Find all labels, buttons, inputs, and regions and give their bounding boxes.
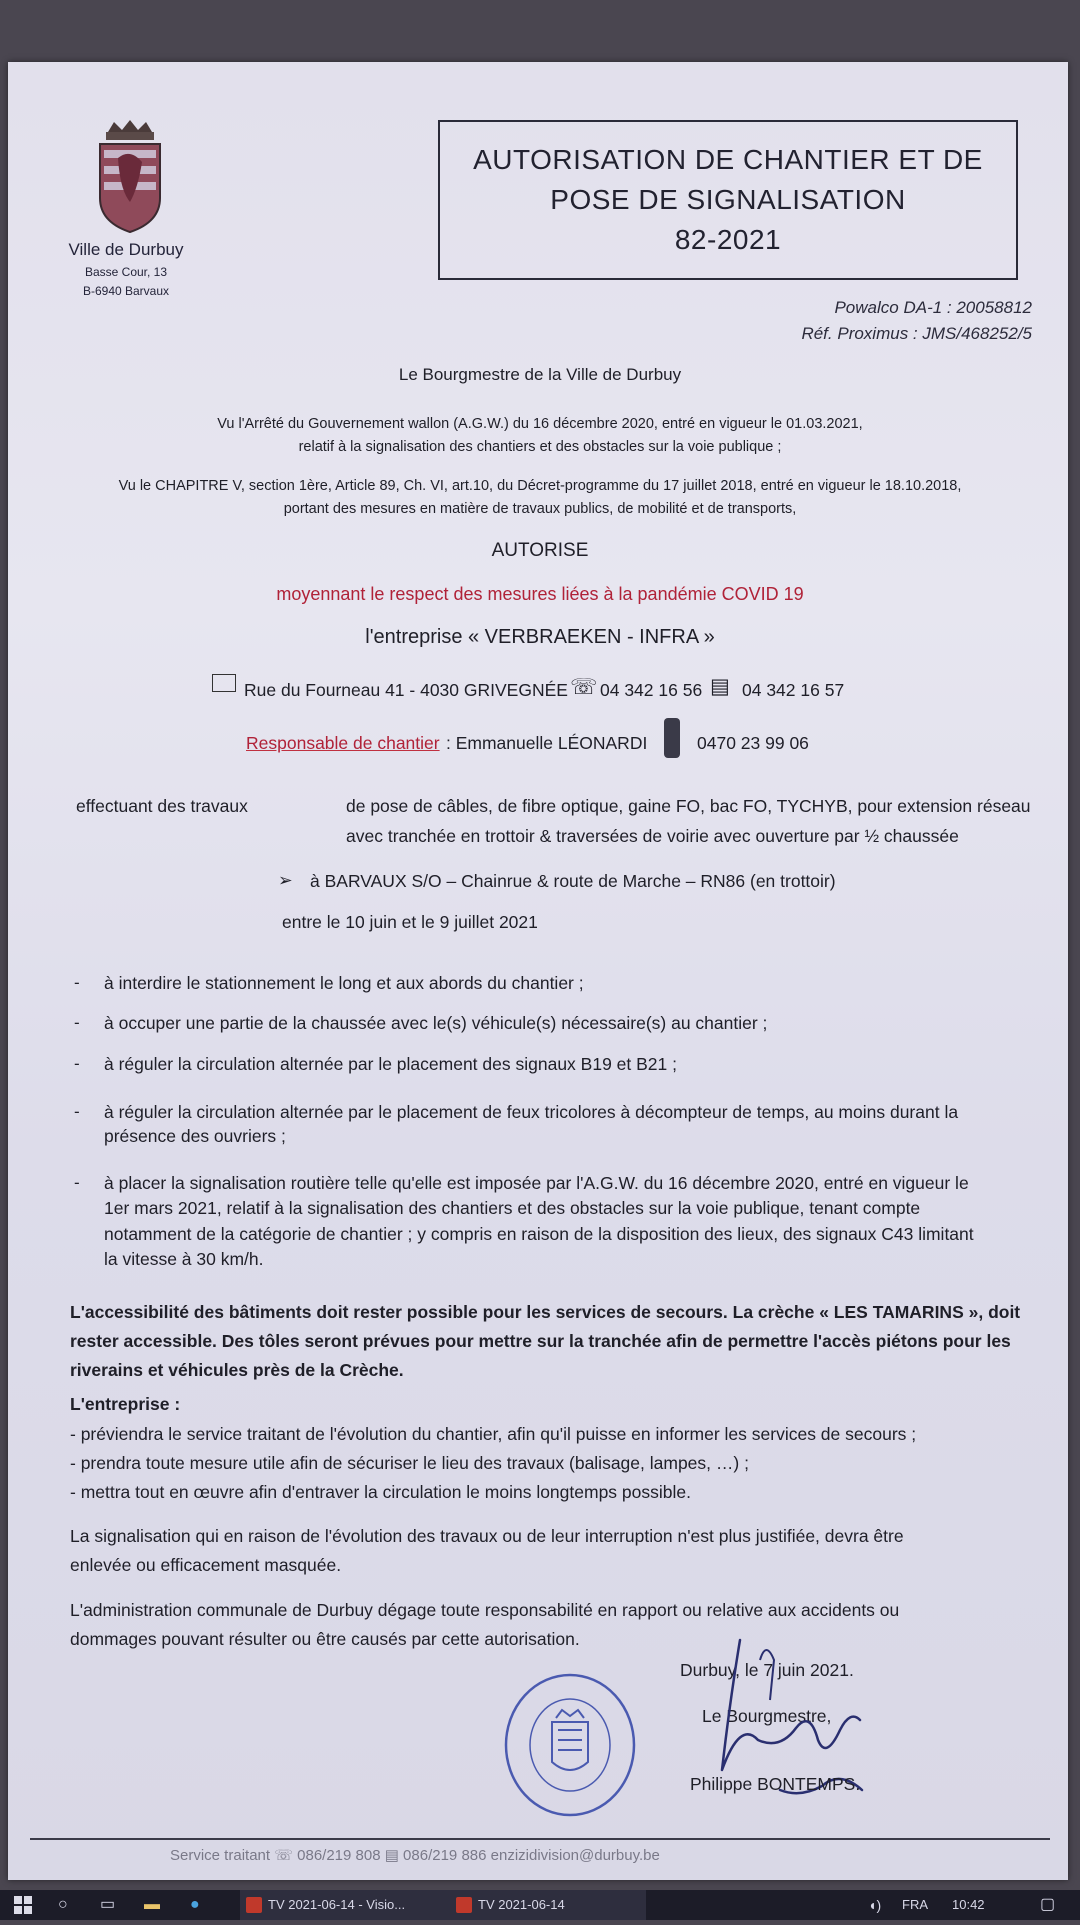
legal-basis-1-line-1: Vu l'Arrêté du Gouvernement wallon (A.G.W.) du 16 décembre 2020, entré en vigueur le 01.03.2021, xyxy=(217,416,863,432)
measure-item-continued: présence des ouvriers ; xyxy=(104,1126,286,1146)
works-period: entre le 10 juin et le 9 juillet 2021 xyxy=(282,912,538,932)
title-box xyxy=(438,120,1018,280)
title-number: 82-2021 xyxy=(674,224,782,255)
fax-icon: ▤ xyxy=(710,675,730,698)
obligation-item: - prendra toute mesure utile afin de sécuriser le lieu des travaux (balisage, lampes, …) ; xyxy=(70,1453,749,1473)
mobile-phone-icon xyxy=(664,718,680,758)
measure-item: à placer la signalisation routière telle qu'elle est imposée par l'A.G.W. du 16 décembre 2020, entré en vigueur le xyxy=(104,1173,969,1193)
measure-dash: - xyxy=(74,1013,80,1032)
file-explorer-icon[interactable]: ▬ xyxy=(144,1896,160,1913)
liability-line-2: dommages pouvant résulter ou être causés par cette autorisation. xyxy=(70,1629,580,1649)
footer-divider xyxy=(30,1838,1050,1840)
language-indicator[interactable]: FRA xyxy=(902,1897,928,1912)
clock[interactable]: 10:42 xyxy=(952,1897,985,1912)
works-description-line-2: avec tranchée en trottoir & traversées de voirie avec ouverture par ½ chaussée xyxy=(346,826,959,846)
search-icon[interactable]: ○ xyxy=(58,1896,68,1913)
authority-line: Le Bourgmestre de la Ville de Durbuy xyxy=(398,365,682,384)
measure-item: à réguler la circulation alternée par le placement de feux tricolores à décompteur de temps, au moins durant la xyxy=(104,1102,959,1122)
measure-item: à interdire le stationnement le long et aux abords du chantier ; xyxy=(104,973,584,993)
access-line-3: riverains et véhicules près de la Crèche. xyxy=(70,1360,404,1380)
legal-basis-2-line-1: Vu le CHAPITRE V, section 1ère, Article 89, Ch. VI, art.10, du Décret-programme du 17 juillet 2018, entré en vigueur le 18.10.2018, xyxy=(118,478,962,494)
autorise-heading: AUTORISE xyxy=(491,540,589,561)
coat-of-arms-icon xyxy=(90,118,170,236)
measure-dash: - xyxy=(74,1173,80,1192)
taskbar-app-visio[interactable] xyxy=(240,1890,466,1920)
org-name: Ville de Durbuy xyxy=(68,240,184,259)
app-icon xyxy=(246,1897,262,1913)
powalco-ref: Powalco DA-1 : 20058812 xyxy=(834,298,1032,317)
manager-mobile: 0470 23 99 06 xyxy=(697,733,809,753)
measure-dash: - xyxy=(74,973,80,992)
app-icon xyxy=(456,1897,472,1913)
taskbar xyxy=(0,1890,1080,1920)
start-button[interactable] xyxy=(14,1890,36,1920)
access-line-2: rester accessible. Des tôles seront prévues pour mettre sur la tranchée afin de permettre l'accès piétons pour les xyxy=(70,1331,1011,1351)
mail-icon xyxy=(212,674,236,692)
signature-place-date: Durbuy, le 7 juin 2021. xyxy=(680,1660,854,1680)
title-line-1: AUTORISATION DE CHANTIER ET DE xyxy=(473,144,983,175)
title-line-2: POSE DE SIGNALISATION xyxy=(550,184,906,215)
measure-item-continued: la vitesse à 30 km/h. xyxy=(104,1249,264,1269)
legal-basis-1-line-2: relatif à la signalisation des chantiers et des obstacles sur la voie publique ; xyxy=(298,439,782,455)
manager-label: Responsable de chantier xyxy=(246,733,440,753)
legal-basis-2-line-2: portant des mesures en matière de travaux publics, de mobilité et de transports, xyxy=(283,501,797,517)
measure-item-continued: 1er mars 2021, relatif à la signalisation des chantiers et des obstacles sur la voie publique, tenant compte xyxy=(104,1198,921,1218)
municipal-stamp xyxy=(500,1670,640,1820)
measure-item: à réguler la circulation alternée par le placement des signaux B19 et B21 ; xyxy=(104,1054,677,1074)
volume-icon[interactable]: ◖) xyxy=(868,1897,882,1913)
arrow-bullet-icon: ➢ xyxy=(278,870,293,890)
company-name: l'entreprise « VERBRAEKEN - INFRA » xyxy=(365,626,715,648)
measure-dash: - xyxy=(74,1054,80,1073)
taskbar-app-label: TV 2021-06-14 - Visio... xyxy=(268,1897,406,1912)
taskbar-app-document[interactable] xyxy=(450,1890,646,1920)
org-street: Basse Cour, 13 xyxy=(84,265,168,279)
obligation-item: - préviendra le service traitant de l'évolution du chantier, afin qu'il puisse en informer les services de secours ; xyxy=(70,1424,917,1444)
works-location: à BARVAUX S/O – Chainrue & route de Marche – RN86 (en trottoir) xyxy=(310,871,836,891)
works-description-line-1: de pose de câbles, de fibre optique, gaine FO, bac FO, TYCHYB, pour extension réseau xyxy=(346,796,1031,816)
phone-icon: ☏ xyxy=(570,674,598,699)
obligation-item: - mettra tout en œuvre afin d'entraver la circulation le moins longtemps possible. xyxy=(70,1482,691,1502)
liability-line-1: L'administration communale de Durbuy dégage toute responsabilité en rapport ou relative aux accidents ou xyxy=(70,1600,900,1620)
access-line-1: L'accessibilité des bâtiments doit rester possible pour les services de secours. La crèche « LES TAMARINS », doit xyxy=(70,1302,1021,1322)
company-fax: 04 342 16 57 xyxy=(742,680,845,700)
signage-line-2: enlevée ou efficacement masquée. xyxy=(70,1555,342,1575)
measure-item: à occuper une partie de la chaussée avec le(s) véhicule(s) nécessaire(s) au chantier ; xyxy=(104,1013,768,1033)
signage-line-1: La signalisation qui en raison de l'évolution des travaux ou de leur interruption n'est plus justifiée, devra être xyxy=(70,1526,904,1546)
measure-dash: - xyxy=(74,1102,80,1121)
covid-clause: moyennant le respect des mesures liées à la pandémie COVID 19 xyxy=(276,584,804,604)
browser-icon[interactable]: ● xyxy=(190,1896,200,1913)
company-address: Rue du Fourneau 41 - 4030 GRIVEGNÉE xyxy=(244,680,568,700)
obligations-title: L'entreprise : xyxy=(70,1394,181,1414)
company-phone: 04 342 16 56 xyxy=(600,680,703,700)
footer-contact: Service traitant ☏ 086/219 808 ▤ 086/219 886 enzizidivision@durbuy.be xyxy=(170,1847,660,1864)
works-label: effectuant des travaux xyxy=(76,796,248,816)
manager-name: : Emmanuelle LÉONARDI xyxy=(446,733,648,753)
taskbar-app-label: TV 2021-06-14 xyxy=(478,1897,565,1912)
signature-role: Le Bourgmestre, xyxy=(702,1706,832,1726)
windows-icon xyxy=(14,1896,32,1914)
measure-item-continued: notamment de la catégorie de chantier ; y compris en raison de la disposition des lieux, des signaux C43 limitant xyxy=(104,1224,974,1244)
task-view-icon[interactable]: ▭ xyxy=(100,1896,116,1913)
org-postal: B-6940 Barvaux xyxy=(82,284,170,298)
signatory-name: Philippe BONTEMPS. xyxy=(690,1774,861,1794)
proximus-ref: Réf. Proximus : JMS/468252/5 xyxy=(801,324,1032,343)
notifications-icon[interactable]: ▢ xyxy=(1040,1896,1056,1913)
